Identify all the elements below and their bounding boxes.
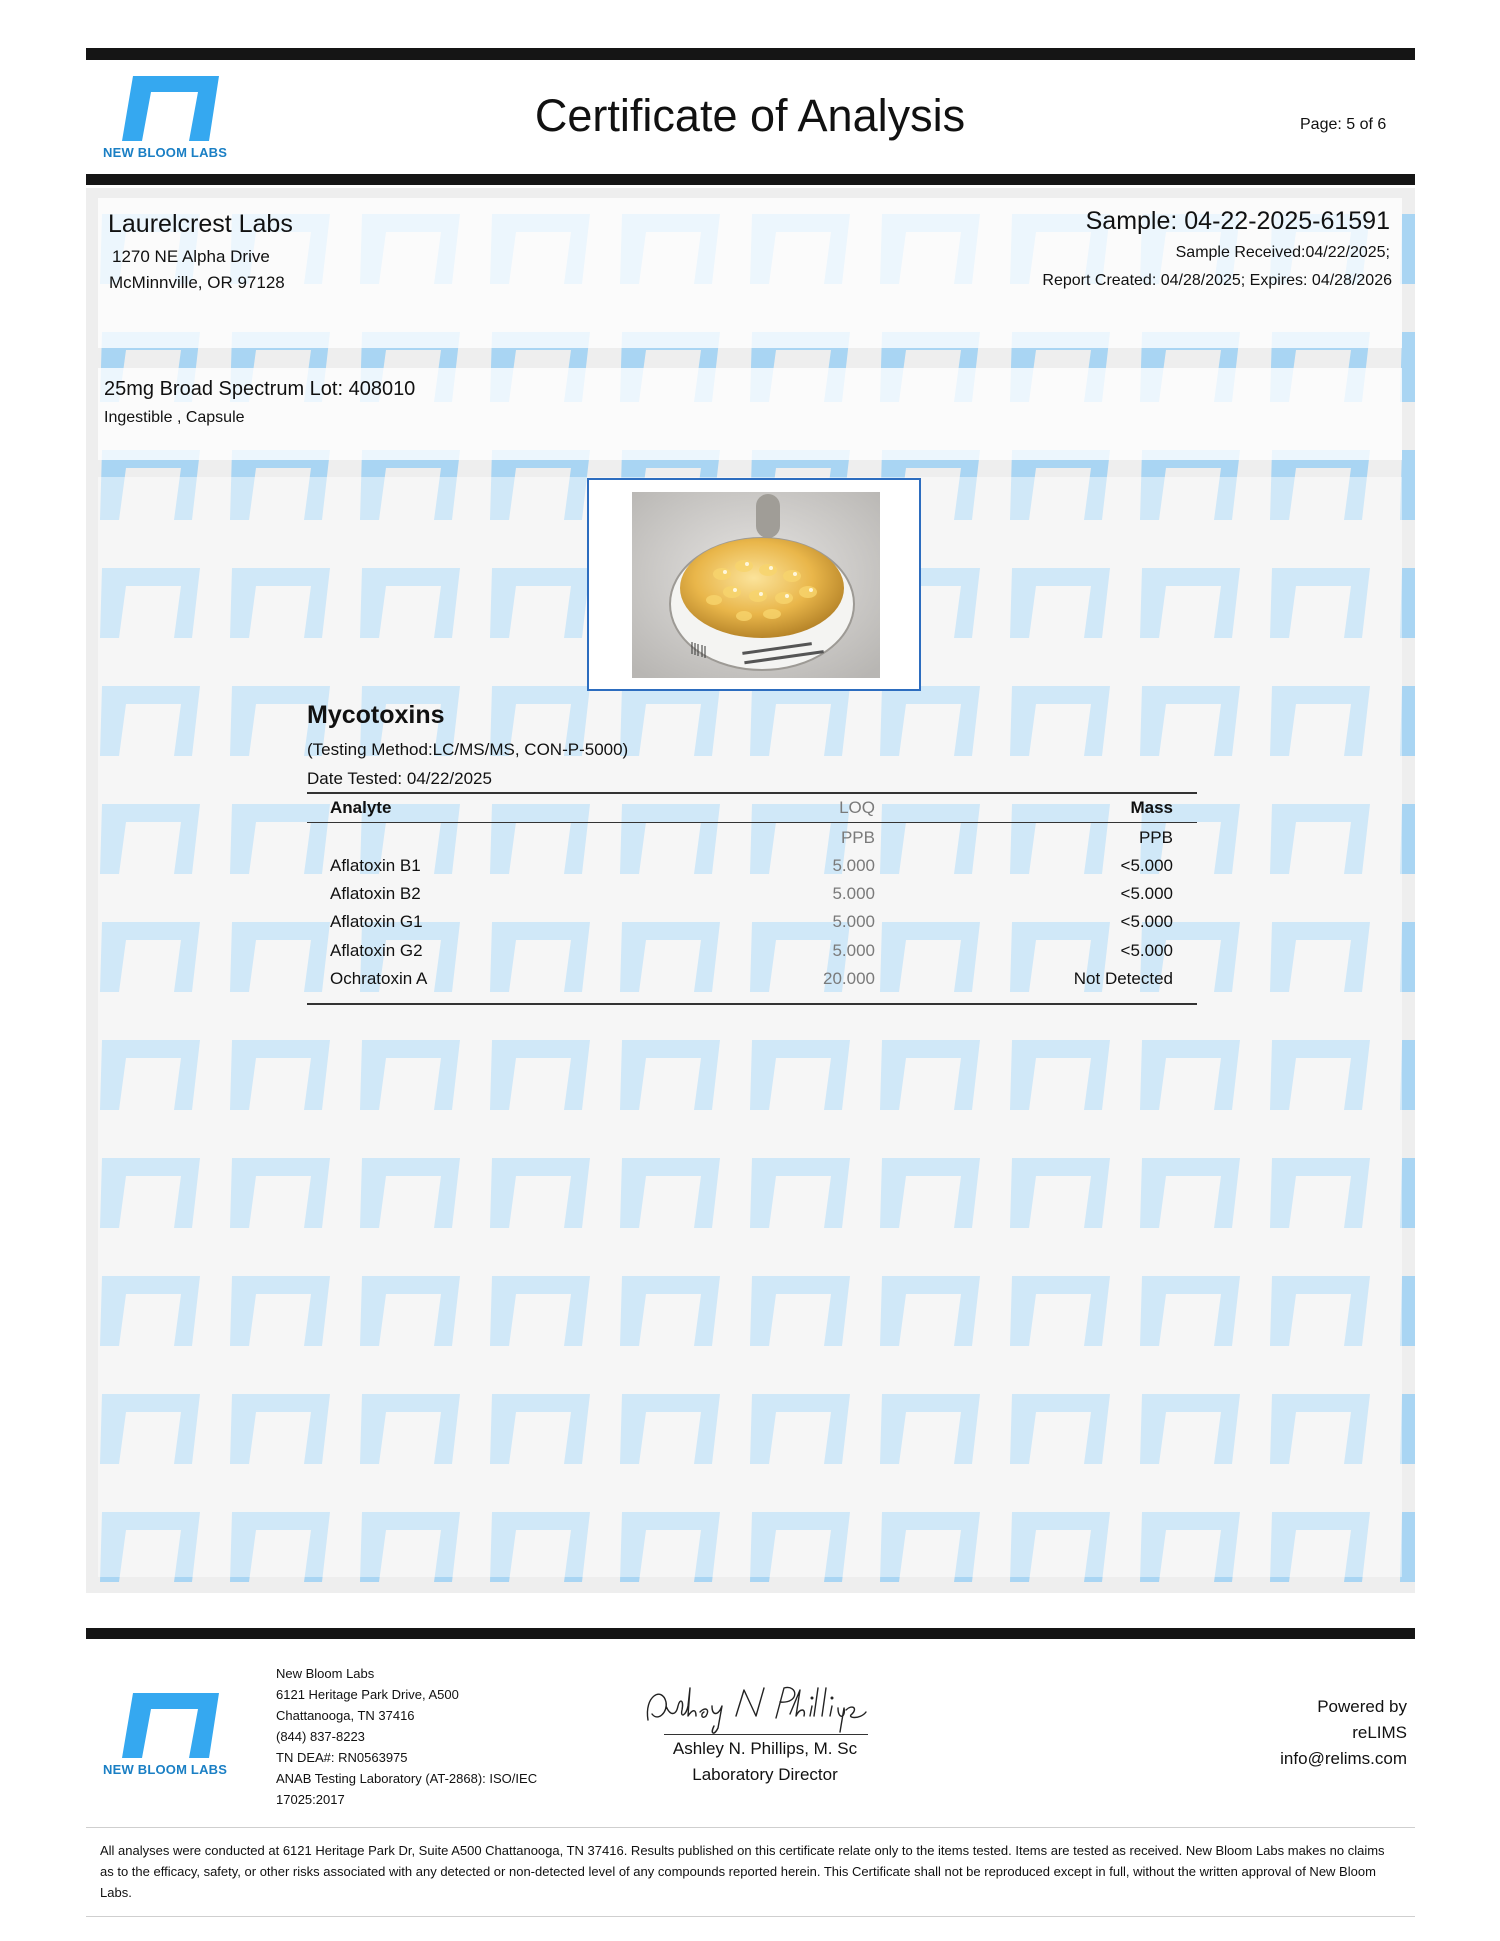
- analyte-mass: <5.000: [1120, 884, 1173, 903]
- lab-address-line1: 6121 Heritage Park Drive, A500: [276, 1687, 459, 1702]
- table-row: [307, 908, 1197, 936]
- unit-mass: PPB: [1138, 828, 1173, 847]
- table-row: [307, 965, 1197, 993]
- table-bottom-rule: [307, 1003, 1197, 1005]
- disclaimer-text: All analyses were conducted at 6121 Heritage Park Dr, Suite A500 Chattanooga, TN 37416. Results published on this certificate relate only to the items tested. Items are tested as received. New Bloom Labs makes no claims as to the efficacy, safety, or other risks associated with any detected or non-detected level of any compounds reported herein. This Certificate shall not be reproduced except in full, without the written approval of New Bloom Labs.: [100, 1843, 1385, 1900]
- client-name: Laurelcrest Labs: [108, 210, 293, 238]
- lab-accreditation-line1: ANAB Testing Laboratory (AT-2868): ISO/IEC: [276, 1771, 538, 1786]
- lab-contact-info: [276, 1663, 537, 1810]
- lab-accreditation-line2: 17025:2017: [276, 1792, 345, 1807]
- header-loq: LOQ: [839, 798, 875, 817]
- page-number: Page: 5 of 6: [1300, 116, 1387, 133]
- powered-by-block: [1280, 1694, 1407, 1772]
- signer-title: Laboratory Director: [692, 1765, 838, 1784]
- testing-method: (Testing Method:LC/MS/MS, CON-P-5000): [307, 740, 629, 759]
- table-row: [307, 937, 1197, 965]
- analyte-name: Aflatoxin B2: [330, 884, 421, 903]
- client-address-line2: McMinnville, OR 97128: [109, 273, 285, 292]
- product-type: Ingestible , Capsule: [104, 409, 245, 426]
- client-address-line1: 1270 NE Alpha Drive: [112, 247, 270, 266]
- sample-photo-frame: [587, 478, 921, 691]
- analyte-mass: <5.000: [1120, 856, 1173, 875]
- analyte-loq: 5.000: [832, 912, 875, 931]
- table-header-rule: [307, 822, 1197, 823]
- disclaimer-bottom-rule: [86, 1916, 1415, 1917]
- table-header-row: [307, 794, 1197, 822]
- signature-line: [664, 1734, 868, 1735]
- header-bottom-bar: [86, 174, 1415, 185]
- analyte-mass: Not Detected: [1073, 969, 1173, 988]
- lab-address-line2: Chattanooga, TN 37416: [276, 1708, 415, 1723]
- powered-by-label: Powered by: [1317, 1697, 1407, 1716]
- logo-text: NEW BLOOM LABS: [103, 145, 228, 160]
- powered-by-email: info@relims.com: [1280, 1749, 1407, 1768]
- date-tested: Date Tested: 04/22/2025: [307, 769, 492, 788]
- sample-photo: [632, 492, 880, 678]
- analyte-loq: 5.000: [832, 856, 875, 875]
- analyte-loq: 5.000: [832, 884, 875, 903]
- table-row: [307, 852, 1197, 880]
- disclaimer-top-rule: [86, 1827, 1415, 1828]
- signature-image: [640, 1676, 880, 1738]
- table-units-row: [307, 824, 1197, 852]
- unit-loq: PPB: [840, 828, 875, 847]
- powered-by-name: reLIMS: [1352, 1723, 1407, 1742]
- header-analyte: Analyte: [330, 798, 392, 817]
- sample-received: Sample Received:04/22/2025;: [1175, 244, 1390, 261]
- section-title-mycotoxins: Mycotoxins: [307, 701, 445, 729]
- analyte-name: Aflatoxin G2: [330, 941, 423, 960]
- footer-top-bar: [86, 1628, 1415, 1639]
- lab-name: New Bloom Labs: [276, 1666, 375, 1681]
- header-mass: Mass: [1130, 798, 1173, 817]
- analyte-mass: <5.000: [1120, 912, 1173, 931]
- lab-phone: (844) 837-8223: [276, 1729, 365, 1744]
- footer-logo-text: NEW BLOOM LABS: [103, 1762, 228, 1777]
- table-row: [307, 880, 1197, 908]
- product-name: 25mg Broad Spectrum Lot: 408010: [104, 378, 416, 400]
- analyte-loq: 5.000: [832, 941, 875, 960]
- sample-id: Sample: 04-22-2025-61591: [1085, 207, 1390, 235]
- signer-name: Ashley N. Phillips, M. Sc: [672, 1739, 858, 1758]
- document-title: Certificate of Analysis: [534, 90, 966, 141]
- lab-dea-number: TN DEA#: RN0563975: [276, 1750, 408, 1765]
- analyte-mass: <5.000: [1120, 941, 1173, 960]
- report-dates: Report Created: 04/28/2025; Expires: 04/28/2026: [1042, 272, 1392, 289]
- analyte-name: Aflatoxin G1: [330, 912, 423, 931]
- footer-logo-icon: [119, 1693, 219, 1758]
- analyte-name: Aflatoxin B1: [330, 856, 421, 875]
- header-top-bar: [86, 48, 1415, 60]
- analyte-name: Ochratoxin A: [330, 969, 428, 988]
- analyte-loq: 20.000: [823, 969, 875, 988]
